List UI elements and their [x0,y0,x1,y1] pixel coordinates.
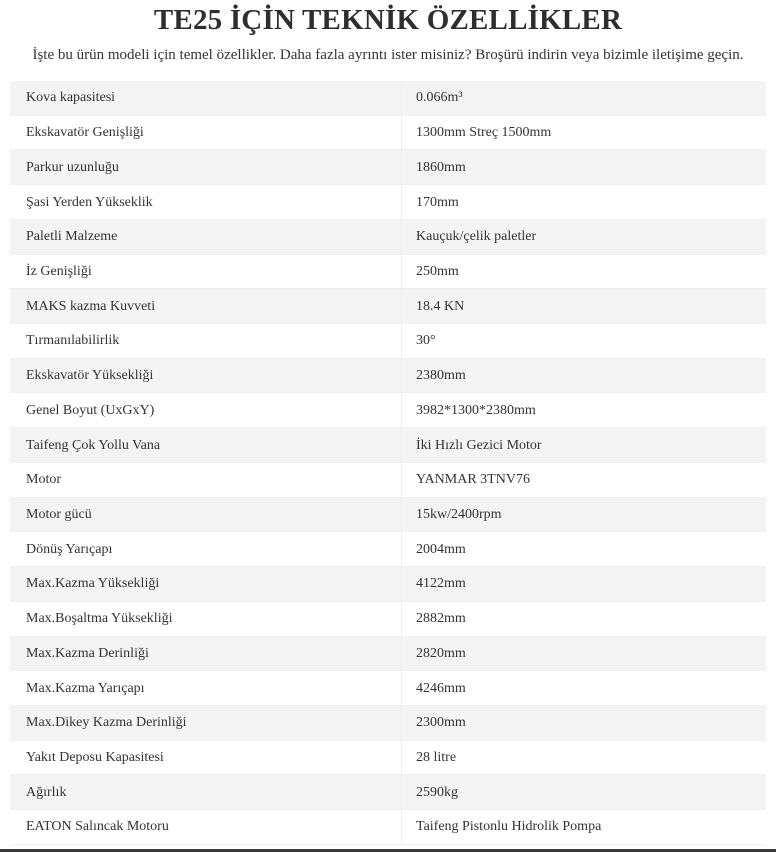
spec-value-cell: 170mm [416,194,459,210]
spec-label-cell: Max.Kazma Derinliği [10,637,402,671]
spec-label-cell: Motor [10,463,402,497]
spec-value-cell: 1300mm Streç 1500mm [416,125,552,141]
spec-value-cell: 2380mm [416,368,466,384]
spec-value-cell: Kauçuk/çelik paletler [416,229,537,245]
table-row [10,150,766,185]
table-row [10,532,766,567]
spec-label-cell: Kova kapasitesi [10,81,402,115]
spec-value-cell: 2004mm [416,541,466,557]
spec-value-cell: 4122mm [416,576,466,592]
spec-label-cell: Motor gücü [10,498,402,532]
spec-value-cell: İki Hızlı Gezici Motor [416,437,542,453]
spec-value-cell: 28 litre [416,750,457,766]
spec-label-cell: Genel Boyut (UxGxY) [10,393,402,427]
table-row [10,81,766,116]
spec-label-cell: Şasi Yerden Yükseklik [10,185,402,219]
table-row [10,567,766,602]
spec-label-cell: İz Genişliği [10,255,402,289]
table-row [10,810,766,845]
spec-value-cell: 15kw/2400rpm [416,506,502,522]
table-row [10,741,766,776]
spec-table [10,81,766,845]
table-row [10,393,766,428]
table-row [10,706,766,741]
spec-value-cell: 2820mm [416,645,466,661]
table-row [10,498,766,533]
spec-value-cell: 2882mm [416,611,466,627]
spec-label-cell: Max.Boşaltma Yüksekliği [10,602,402,636]
spec-label-cell: Max.Kazma Yarıçapı [10,671,402,705]
table-row [10,463,766,498]
spec-value-cell: 2300mm [416,715,466,731]
page-subtitle: İşte bu ürün modeli için temel özellikler. Daha fazla ayrıntı ister misiniz? Broşürü indirin veya bizimle iletişime geçin. [32,47,744,63]
table-row [10,324,766,359]
spec-label-cell: Max.Kazma Yüksekliği [10,567,402,601]
table-row [10,428,766,463]
table-row [10,775,766,810]
spec-value-cell: 2590kg [416,784,458,800]
spec-label-cell: Paletli Malzeme [10,220,402,254]
spec-label-cell: Tırmanılabilirlik [10,324,402,358]
product-spec-page [0,4,776,852]
table-row [10,602,766,637]
table-row [10,185,766,220]
spec-value-cell: 30° [416,333,436,349]
spec-label-cell: EATON Salıncak Motoru [10,810,402,844]
spec-value-cell: 18.4 KN [416,298,465,314]
table-row [10,359,766,394]
spec-value-cell: 4246mm [416,680,466,696]
table-row [10,289,766,324]
spec-label-cell: MAKS kazma Kuvveti [10,289,402,323]
spec-value-cell: Taifeng Pistonlu Hidrolik Pompa [416,819,602,835]
spec-label-cell: Dönüş Yarıçapı [10,532,402,566]
spec-label-cell: Ekskavatör Genişliği [10,116,402,150]
spec-label-cell: Taifeng Çok Yollu Vana [10,428,402,462]
page-title: TE25 İÇİN TEKNİK ÖZELLİKLER [153,4,623,36]
spec-label-cell: Ekskavatör Yüksekliği [10,359,402,393]
spec-label-cell: Max.Dikey Kazma Derinliği [10,706,402,740]
table-row [10,220,766,255]
spec-label-cell: Yakıt Deposu Kapasitesi [10,741,402,775]
spec-value-cell: 0.066m³ [416,90,463,106]
table-row [10,671,766,706]
table-row [10,116,766,151]
spec-value-cell: 3982*1300*2380mm [416,402,536,418]
spec-value-cell: 250mm [416,263,459,279]
spec-label-cell: Ağırlık [10,775,402,809]
table-row [10,255,766,290]
spec-value-cell: YANMAR 3TNV76 [416,472,530,488]
spec-value-cell: 1860mm [416,159,466,175]
table-row [10,637,766,672]
spec-label-cell: Parkur uzunluğu [10,150,402,184]
